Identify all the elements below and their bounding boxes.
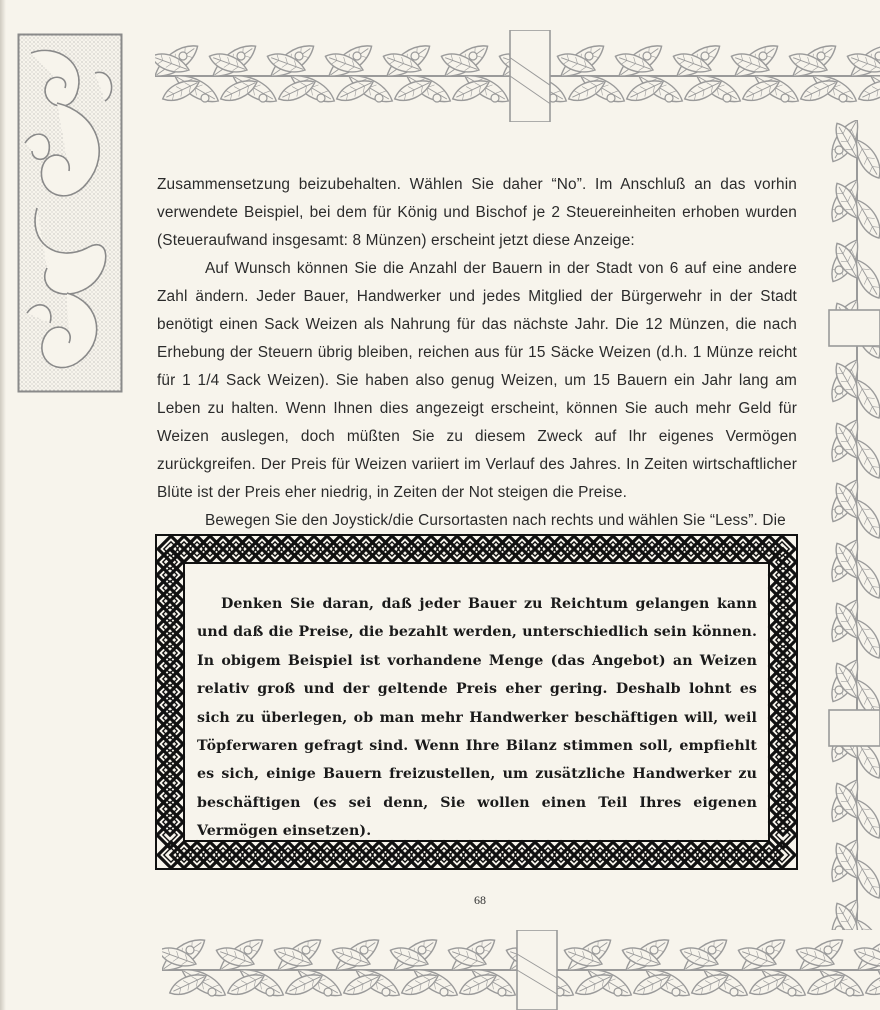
right-leaf-frieze [825, 120, 880, 930]
body-paragraph-3: Bewegen Sie den Joystick/die Cursortasten nach rechts und wählen Sie “Less”. Die [205, 512, 786, 529]
note-text: Denken Sie daran, daß jeder Bauer zu Reichtum gelangen kann und daß die Preise, die bezahlt werden, unterschiedlich sein können. In obigem Beispiel ist vorhandene Menge (das Angebot) an Weizen relativ groß und der geltende Preis eher gering. Deshalb lohnt es sich zu überlegen, ob man mehr Handwerker beschäftigen will, weil Töpferwaren gefragt sind. Wenn Ihre Bilanz stimmen soll, empfiehlt es sich, einige Bauern freizustellen, um zusätzliche Handwerker zu beschäftigen (es sei denn, Sie wollen einen Teil Ihres eigenen Vermögen einsetzen). [197, 596, 757, 840]
note-box [197, 590, 757, 846]
page-number: 68 [474, 893, 486, 907]
corner-scroll-ornament [17, 33, 123, 393]
bottom-leaf-frieze [162, 930, 880, 1010]
top-leaf-frieze [155, 30, 880, 122]
body-text [157, 171, 797, 535]
body-paragraph-2: Auf Wunsch können Sie die Anzahl der Bauern in der Stadt von 6 auf eine andere Zahl ändern. Jeder Bauer, Handwerker und jedes Mitglied der Bürgerwehr in der Stadt benötigt einen Sack Weizen als Nahrung für das nächste Jahr. Die 12 Münzen, die nach Erhebung der Steuern übrig bleiben, reichen aus für 15 Säcke Weizen (d.h. 1 Münze reicht für 1 1/4 Sack Weizen). Sie haben also genug Weizen, um 15 Bauern ein Jahr lang am Leben zu halten. Wenn Ihnen dies angezeigt erscheint, können Sie auch mehr Geld für Weizen auslegen, doch müßten Sie zu diesem Zweck auf Ihr eigenes Vermögen zurückgreifen. Der Preis für Weizen variiert im Verlauf des Jahres. In Zeiten wirtschaftlicher Blüte ist der Preis eher niedrig, in Zeiten der Not steigen die Preise. [157, 260, 797, 501]
body-paragraph-1: Zusammensetzung beizubehalten. Wählen Sie daher “No”. Im Anschluß an das vorhin verwendete Beispiel, bei dem für König und Bischof je 2 Steuereinheiten erhoben wurden (Steueraufwand insgesamt: 8 Münzen) erscheint jetzt diese Anzeige: [157, 176, 797, 249]
page-edge-shadow [0, 0, 6, 1010]
